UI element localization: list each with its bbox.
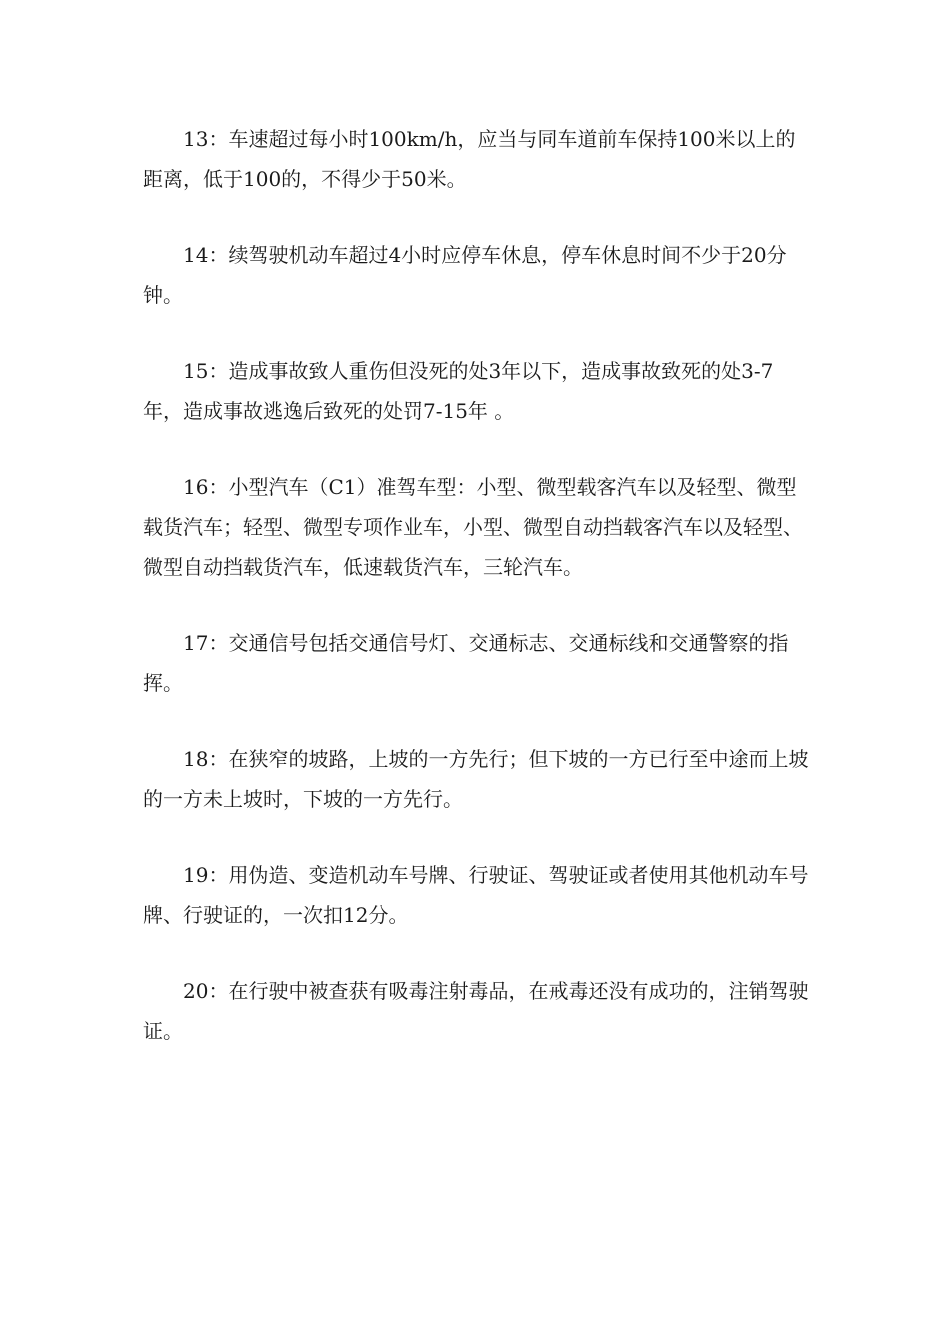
rule-text: 造成事故致人重伤但没死的处3年以下，造成事故致死的处3-7年，造成事故逃逸后致死的处罚7-15年 。 xyxy=(143,359,774,423)
rule-number: 19： xyxy=(183,863,229,887)
rule-number: 14： xyxy=(183,243,229,267)
rule-paragraph-13 xyxy=(143,119,813,199)
rule-number: 15： xyxy=(183,359,229,383)
rule-number: 17： xyxy=(183,631,229,655)
rule-number: 20： xyxy=(183,979,229,1003)
rule-text: 车速超过每小时100km/h，应当与同车道前车保持100米以上的距离，低于100的，不得少于50米。 xyxy=(143,127,796,191)
rule-text: 用伪造、变造机动车号牌、行驶证、驾驶证或者使用其他机动车号牌、行驶证的，一次扣12分。 xyxy=(143,863,809,927)
rule-paragraph-16 xyxy=(143,467,813,587)
rule-text: 小型汽车（C1）准驾车型：小型、微型载客汽车以及轻型、微型载货汽车；轻型、微型专项作业车，小型、微型自动挡载客汽车以及轻型、微型自动挡载货汽车，低速载货汽车，三轮汽车。 xyxy=(143,475,803,579)
rule-paragraph-14 xyxy=(143,235,813,315)
rule-paragraph-18 xyxy=(143,739,813,819)
rule-number: 13： xyxy=(183,127,229,151)
rule-text: 在狭窄的坡路，上坡的一方先行；但下坡的一方已行至中途而上坡的一方未上坡时，下坡的一方先行。 xyxy=(143,747,809,811)
rule-text: 续驾驶机动车超过4小时应停车休息，停车休息时间不少于20分钟。 xyxy=(143,243,787,307)
rule-text: 在行驶中被查获有吸毒注射毒品，在戒毒还没有成功的，注销驾驶证。 xyxy=(143,979,809,1043)
rule-paragraph-15 xyxy=(143,351,813,431)
rule-number: 18： xyxy=(183,747,229,771)
document-body xyxy=(143,119,813,1087)
rule-paragraph-20 xyxy=(143,971,813,1051)
rule-text: 交通信号包括交通信号灯、交通标志、交通标线和交通警察的指挥。 xyxy=(143,631,789,695)
rule-paragraph-19 xyxy=(143,855,813,935)
rule-paragraph-17 xyxy=(143,623,813,703)
rule-number: 16： xyxy=(183,475,229,499)
